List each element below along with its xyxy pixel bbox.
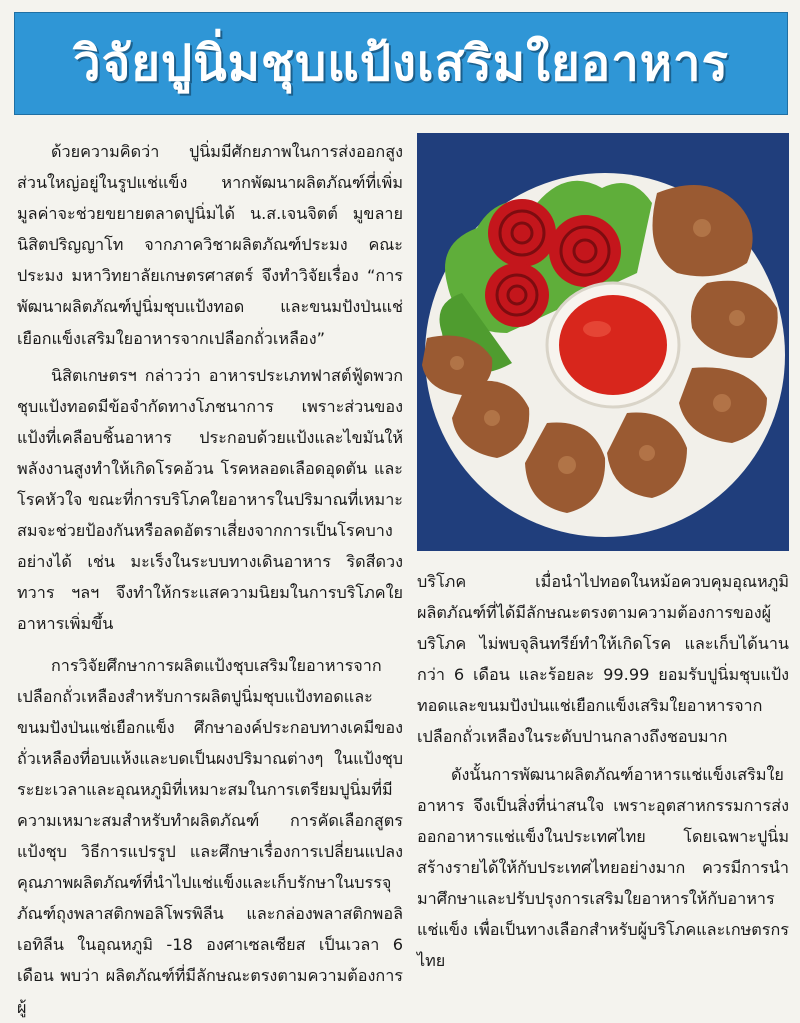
tomato-rose-1 <box>488 199 556 267</box>
article-paragraph-5: ดังนั้นการพัฒนาผลิตภัณฑ์อาหารแช่แข็งเสริมใยอาหาร จึงเป็นสิ่งที่น่าสนใจ เพราะอุตสาหกรรมการส่งออกอาหารแช่แข็งในประเทศไทย โดยเฉพาะปูนิ่มสร้างรายได้ให้กับประเทศไทยอย่างมาก ควรมีการนำมาศึกษาและปรับปรุงการเสริมใยอาหารให้กับอาหารแช่แข็ง เพื่อเป็นทางเลือกสำหรับผู้บริโภคและเกษตรกรไทย <box>417 764 789 971</box>
food-photo <box>417 133 789 551</box>
article-left-column <box>17 136 403 1023</box>
headline-banner <box>14 12 788 115</box>
article-paragraph-3: การวิจัยศึกษาการผลิตแป้งชุบเสริมใยอาหารจากเปลือกถั่วเหลืองสำหรับการผลิตปูนิ่มชุบแป้งทอดและขนมปังป่นแช่เยือกแข็ง ศึกษาองค์ประกอบทางเคมีของถั่วเหลืองที่อบแห้งและบดเป็นผงปริมาณต่างๆ ในแป้งชุบ ระยะเวลาและอุณหภูมิที่เหมาะสมในการเตรียมปูนิ่มที่มีความเหมาะสมสำหรับทำผลิตภัณฑ์ การคัดเลือกสูตรแป้งชุบ วิธีการแปรรูป และศึกษาเรื่องการเปลี่ยนแปลงคุณภาพผลิตภัณฑ์ที่นำไปแช่แข็งและเก็บรักษาในบรรจุภัณฑ์ถุงพลาสติกพอลิโพรพิลีน และกล่องพลาสติกพอลิเอทิลีน ในอุณหภูมิ -18 องศาเซลเซียส เป็นเวลา 6 เดือน พบว่า ผลิตภัณฑ์ที่มีลักษณะตรงตามความต้องการผู้ <box>17 655 403 1017</box>
headline: วิจัยปูนิ่มชุบแป้งเสริมใยอาหาร <box>73 35 729 92</box>
article-paragraph-4: บริโภค เมื่อนำไปทอดในหม้อควบคุมอุณหภูมิ ผลิตภัณฑ์ที่ได้มีลักษณะตรงตามความต้องการของผู้บริโภค ไม่พบจุลินทรีย์ทำให้เกิดโรค และเก็บได้นานกว่า 6 เดือน และร้อยละ 99.99 ยอมรับปูนิ่มชุบแป้งทอดและขนมปังป่นแช่เยือกแข็งเสริมใยอาหารจากเปลือกถั่วเหลืองในระดับปานกลางถึงชอบมาก <box>417 572 789 747</box>
article-paragraph-1: ด้วยความคิดว่า ปูนิ่มมีศักยภาพในการส่งออกสูง ส่วนใหญ่อยู่ในรูปแช่แข็ง หากพัฒนาผลิตภัณฑ์ที่เพิ่มมูลค่าจะช่วยขยายตลาดปูนิ่มได้ น.ส.เจนจิตต์ มูขลาย นิสิตปริญญาโท จากภาควิชาผลิตภัณฑ์ประมง คณะประมง มหาวิทยาลัยเกษตรศาสตร์ จึงทำวิจัยเรื่อง “การพัฒนาผลิตภัณฑ์ปูนิ่มชุบแป้งทอด และขนมปังป่นแช่เยือกแข็งเสริมใยอาหารจากเปลือกถั่วเหลือง” <box>17 142 403 348</box>
article-paragraph-2: นิสิตเกษตรฯ กล่าวว่า อาหารประเภทฟาสต์ฟู้ดพวกชุบแป้งทอดมีข้อจำกัดทางโภชนาการ เพราะส่วนของแป้งที่เคลือบชิ้นอาหาร ประกอบด้วยแป้งและไขมันให้พลังงานสูงทำให้เกิดโรคอ้วน โรคหลอดเลือดอุดตัน และโรคหัวใจ ขณะที่การบริโภคใยอาหารในปริมาณที่เหมาะสมจะช่วยป้องกันหรือลดอัตราเสี่ยงจากการเป็นโรคบางอย่างได้ เช่น มะเร็งในระบบทางเดินอาหาร ริดสีดวงทวาร ฯลฯ จึงทำให้กระแสความนิยมในการบริโภคใยอาหารเพิ่มขึ้น <box>17 365 403 634</box>
fried-crab-plate-illustration <box>417 133 789 551</box>
dipping-sauce <box>559 295 667 395</box>
article-right-column <box>417 566 789 976</box>
tomato-rose-3 <box>485 263 549 327</box>
